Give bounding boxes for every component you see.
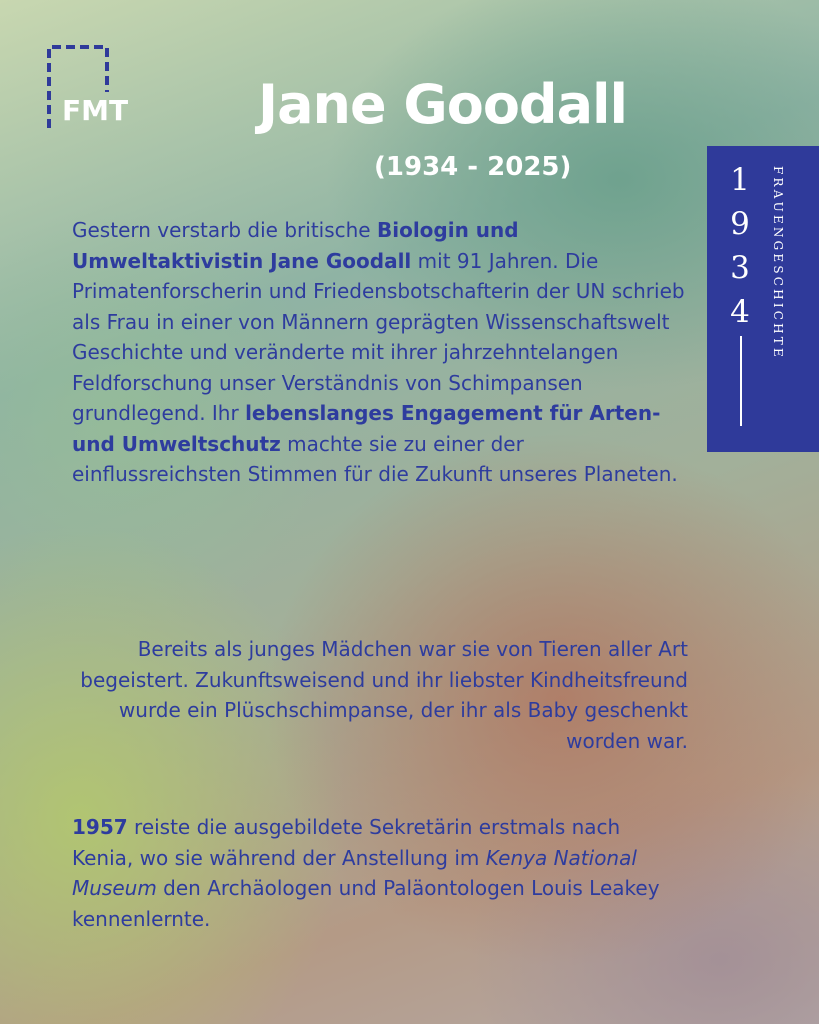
- fmt-logo: [46, 44, 138, 134]
- bold-run: Biologin und Umweltaktivistin Jane Goodall: [72, 218, 519, 273]
- text-run: mit 91 Jahren. Die Primatenforscherin und Friedensbotschafterin der UN schrieb als Frau in einer von Männern geprägten Wissenschaftswelt Geschichte und veränderte mit ihrer jahrzehntelangen Feldforschung unser Verständnis von Schimpansen grundlegend. Ihr: [72, 248, 685, 425]
- text-run: Gestern verstarb die britische: [72, 218, 377, 242]
- text-run: machte sie zu einer der einflussreichsten Stimmen für die Zukunft unseres Planeten.: [72, 431, 678, 486]
- intro-paragraph: [72, 215, 690, 490]
- kenya-paragraph: [72, 812, 662, 934]
- badge-digit: 4: [730, 294, 750, 330]
- bold-year: 1957: [72, 815, 128, 839]
- badge-digit: 9: [730, 206, 750, 242]
- text-run: den Archäologen und Paläontologen Louis Leakey kennenlernte.: [72, 876, 660, 931]
- italic-run: Kenya National Museum: [72, 845, 637, 900]
- life-years: (1934 - 2025): [374, 152, 572, 182]
- badge-digit: 1: [730, 162, 750, 198]
- bold-run: lebenslanges Engagement für Arten- und Umweltschutz: [72, 401, 661, 456]
- badge-digit: 3: [730, 250, 750, 286]
- logo-text: FMT: [62, 94, 129, 127]
- year-badge: [707, 146, 819, 452]
- badge-category-label: FRAUENGESCHICHTE: [771, 166, 785, 360]
- badge-divider: [740, 336, 742, 426]
- page-title: Jane Goodall: [258, 73, 628, 136]
- childhood-paragraph: Bereits als junges Mädchen war sie von Tieren aller Art begeistert. Zukunftsweisend und ihr liebster Kindheitsfreund wurde ein Plüschschimpanse, der ihr als Baby geschenkt worden war.: [80, 637, 688, 753]
- text-run: reiste die ausgebildete Sekretärin erstmals nach Kenia, wo sie während der Anstellung im: [72, 815, 621, 870]
- badge-year: [725, 158, 755, 334]
